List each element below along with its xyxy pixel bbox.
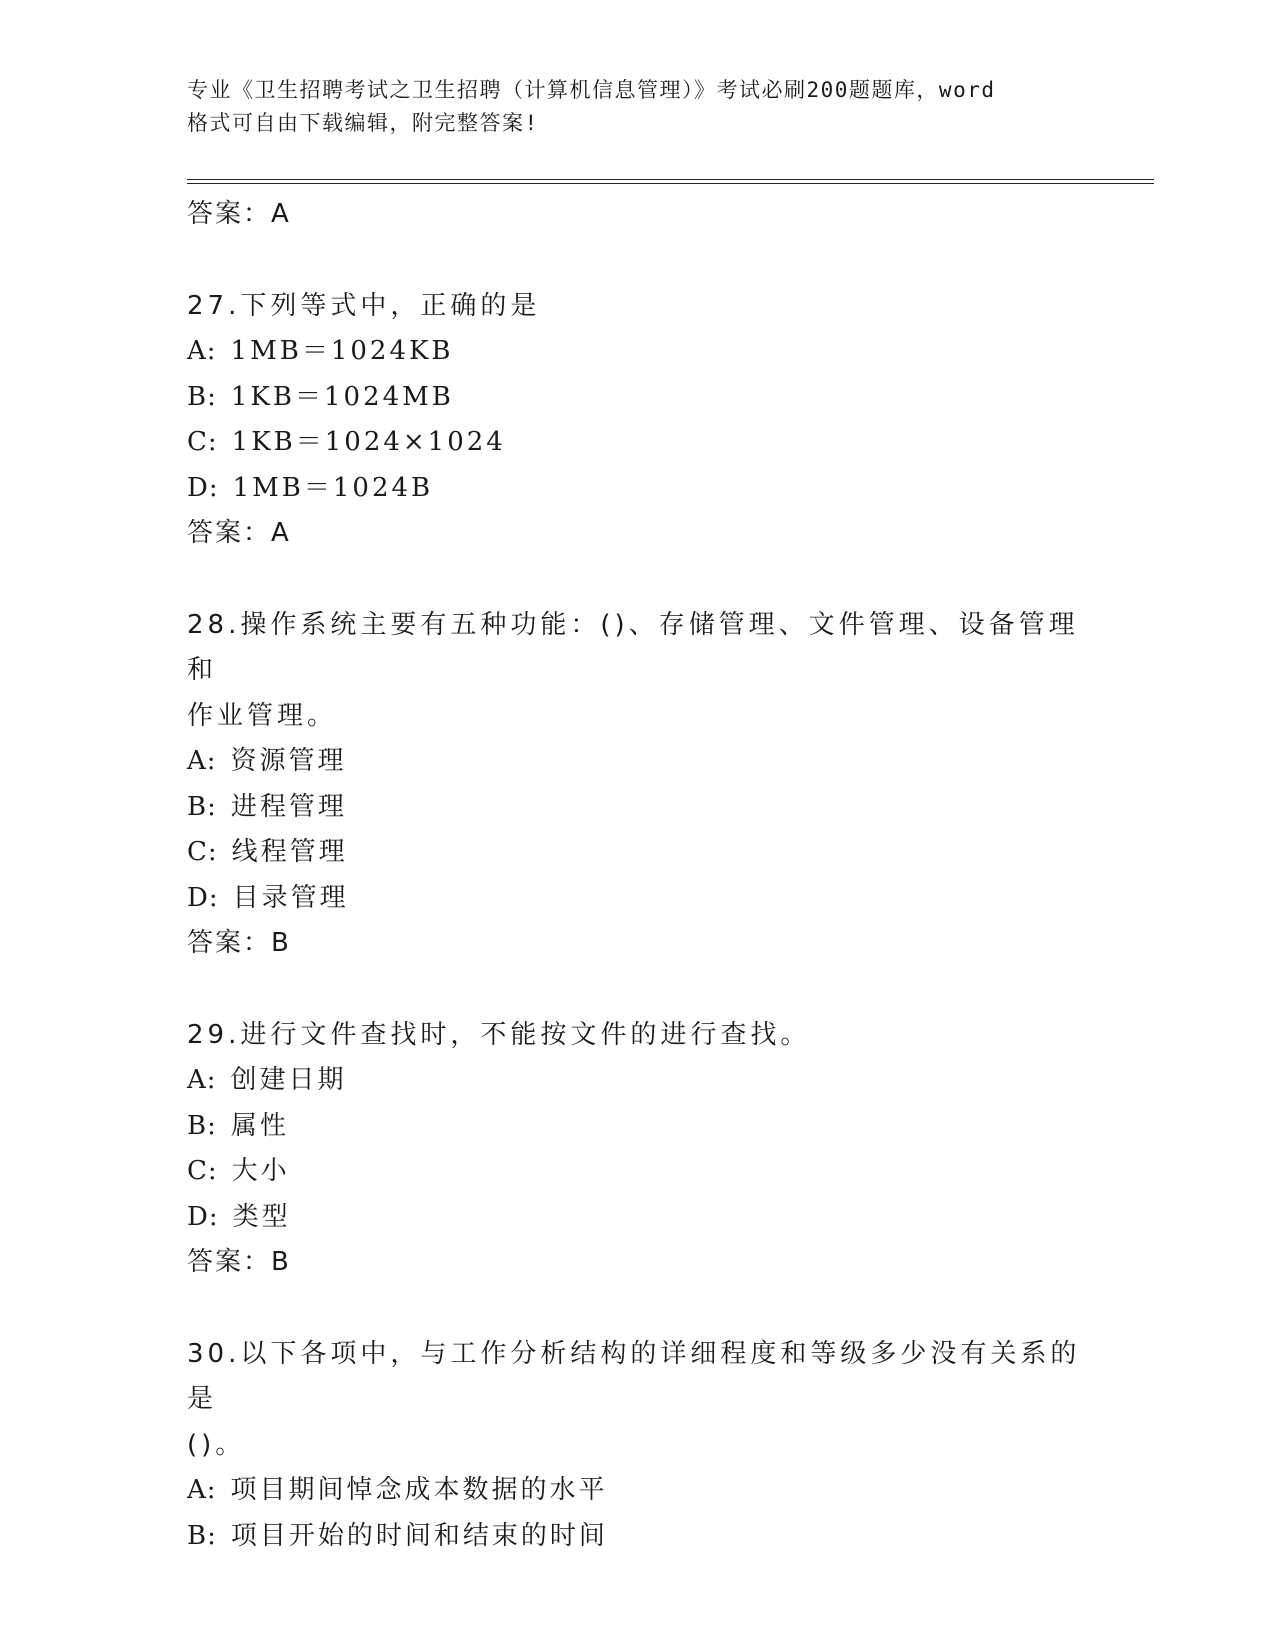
option-line: [187, 785, 1087, 831]
question-text: 27.下列等式中，正确的是: [187, 290, 541, 321]
option-line: [187, 420, 1087, 466]
option-text: 1MB＝1024KB: [230, 336, 454, 366]
option-label: D:: [187, 472, 219, 503]
option-line: [187, 739, 1087, 785]
question-block: [187, 1332, 1087, 1560]
option-label: A:: [187, 336, 217, 366]
option-line: [187, 1058, 1087, 1104]
option-label: B:: [187, 791, 217, 822]
option-line: [187, 1514, 1087, 1560]
question-block: [187, 1013, 1087, 1286]
question-text: 30.以下各项中，与工作分析结构的详细程度和等级多少没有关系的是: [187, 1338, 1081, 1414]
option-label: A:: [187, 746, 217, 776]
question-block: [187, 284, 1087, 557]
option-label: B:: [187, 1520, 217, 1551]
option-line: [187, 466, 1087, 512]
answer-line: 答案：A: [187, 199, 291, 229]
question-text: 29.进行文件查找时，不能按文件的进行查找。: [187, 1019, 811, 1050]
option-line: [187, 329, 1087, 375]
option-label: B:: [187, 381, 217, 412]
option-line: [187, 1468, 1087, 1514]
header-divider-top: [187, 179, 1154, 180]
header-line-1: 专业《卫生招聘考试之卫生招聘（计算机信息管理）》考试必刷200题题库，word: [187, 78, 996, 102]
option-text: 创建日期: [230, 1065, 347, 1095]
option-text: 类型: [232, 1201, 291, 1232]
option-label: C:: [187, 837, 218, 867]
option-line: [187, 1195, 1087, 1241]
option-text: 项目期间悼念成本数据的水平: [230, 1475, 608, 1505]
question-list: [187, 192, 1087, 1559]
option-text: 大小: [231, 1156, 290, 1186]
header-line-2: 格式可自由下载编辑，附完整答案!: [187, 111, 539, 135]
option-line: [187, 876, 1087, 922]
question-block: [187, 603, 1087, 967]
answer-line: 答案：B: [187, 1247, 291, 1277]
document-header: [187, 74, 1087, 140]
question-text-continued: 作业管理。: [187, 700, 338, 731]
option-text: 项目开始的时间和结束的时间: [230, 1520, 608, 1551]
option-label: C:: [187, 1156, 218, 1186]
option-label: D:: [187, 882, 219, 913]
option-line: [187, 1149, 1087, 1195]
option-label: A:: [187, 1475, 217, 1505]
option-text: 目录管理: [232, 882, 349, 913]
option-line: [187, 375, 1087, 421]
option-text: 1KB＝1024×1024: [231, 427, 506, 457]
option-text: 属性: [230, 1110, 289, 1141]
option-label: A:: [187, 1065, 217, 1095]
option-label: C:: [187, 427, 218, 457]
option-line: [187, 1104, 1087, 1150]
option-text: 资源管理: [230, 746, 347, 776]
option-text: 线程管理: [231, 837, 348, 867]
answer-line: 答案：A: [187, 518, 291, 548]
header-divider-bottom: [187, 183, 1154, 184]
question-text: 28.操作系统主要有五种功能：()、存储管理、文件管理、设备管理和: [187, 609, 1079, 685]
option-line: [187, 830, 1087, 876]
option-text: 1MB＝1024B: [232, 472, 434, 503]
option-text: 进程管理: [230, 791, 347, 822]
option-label: D:: [187, 1201, 219, 1232]
option-text: 1KB＝1024MB: [230, 381, 454, 412]
option-label: B:: [187, 1110, 217, 1141]
question-text-continued: ()。: [187, 1429, 246, 1460]
answer-line: 答案：B: [187, 928, 291, 958]
